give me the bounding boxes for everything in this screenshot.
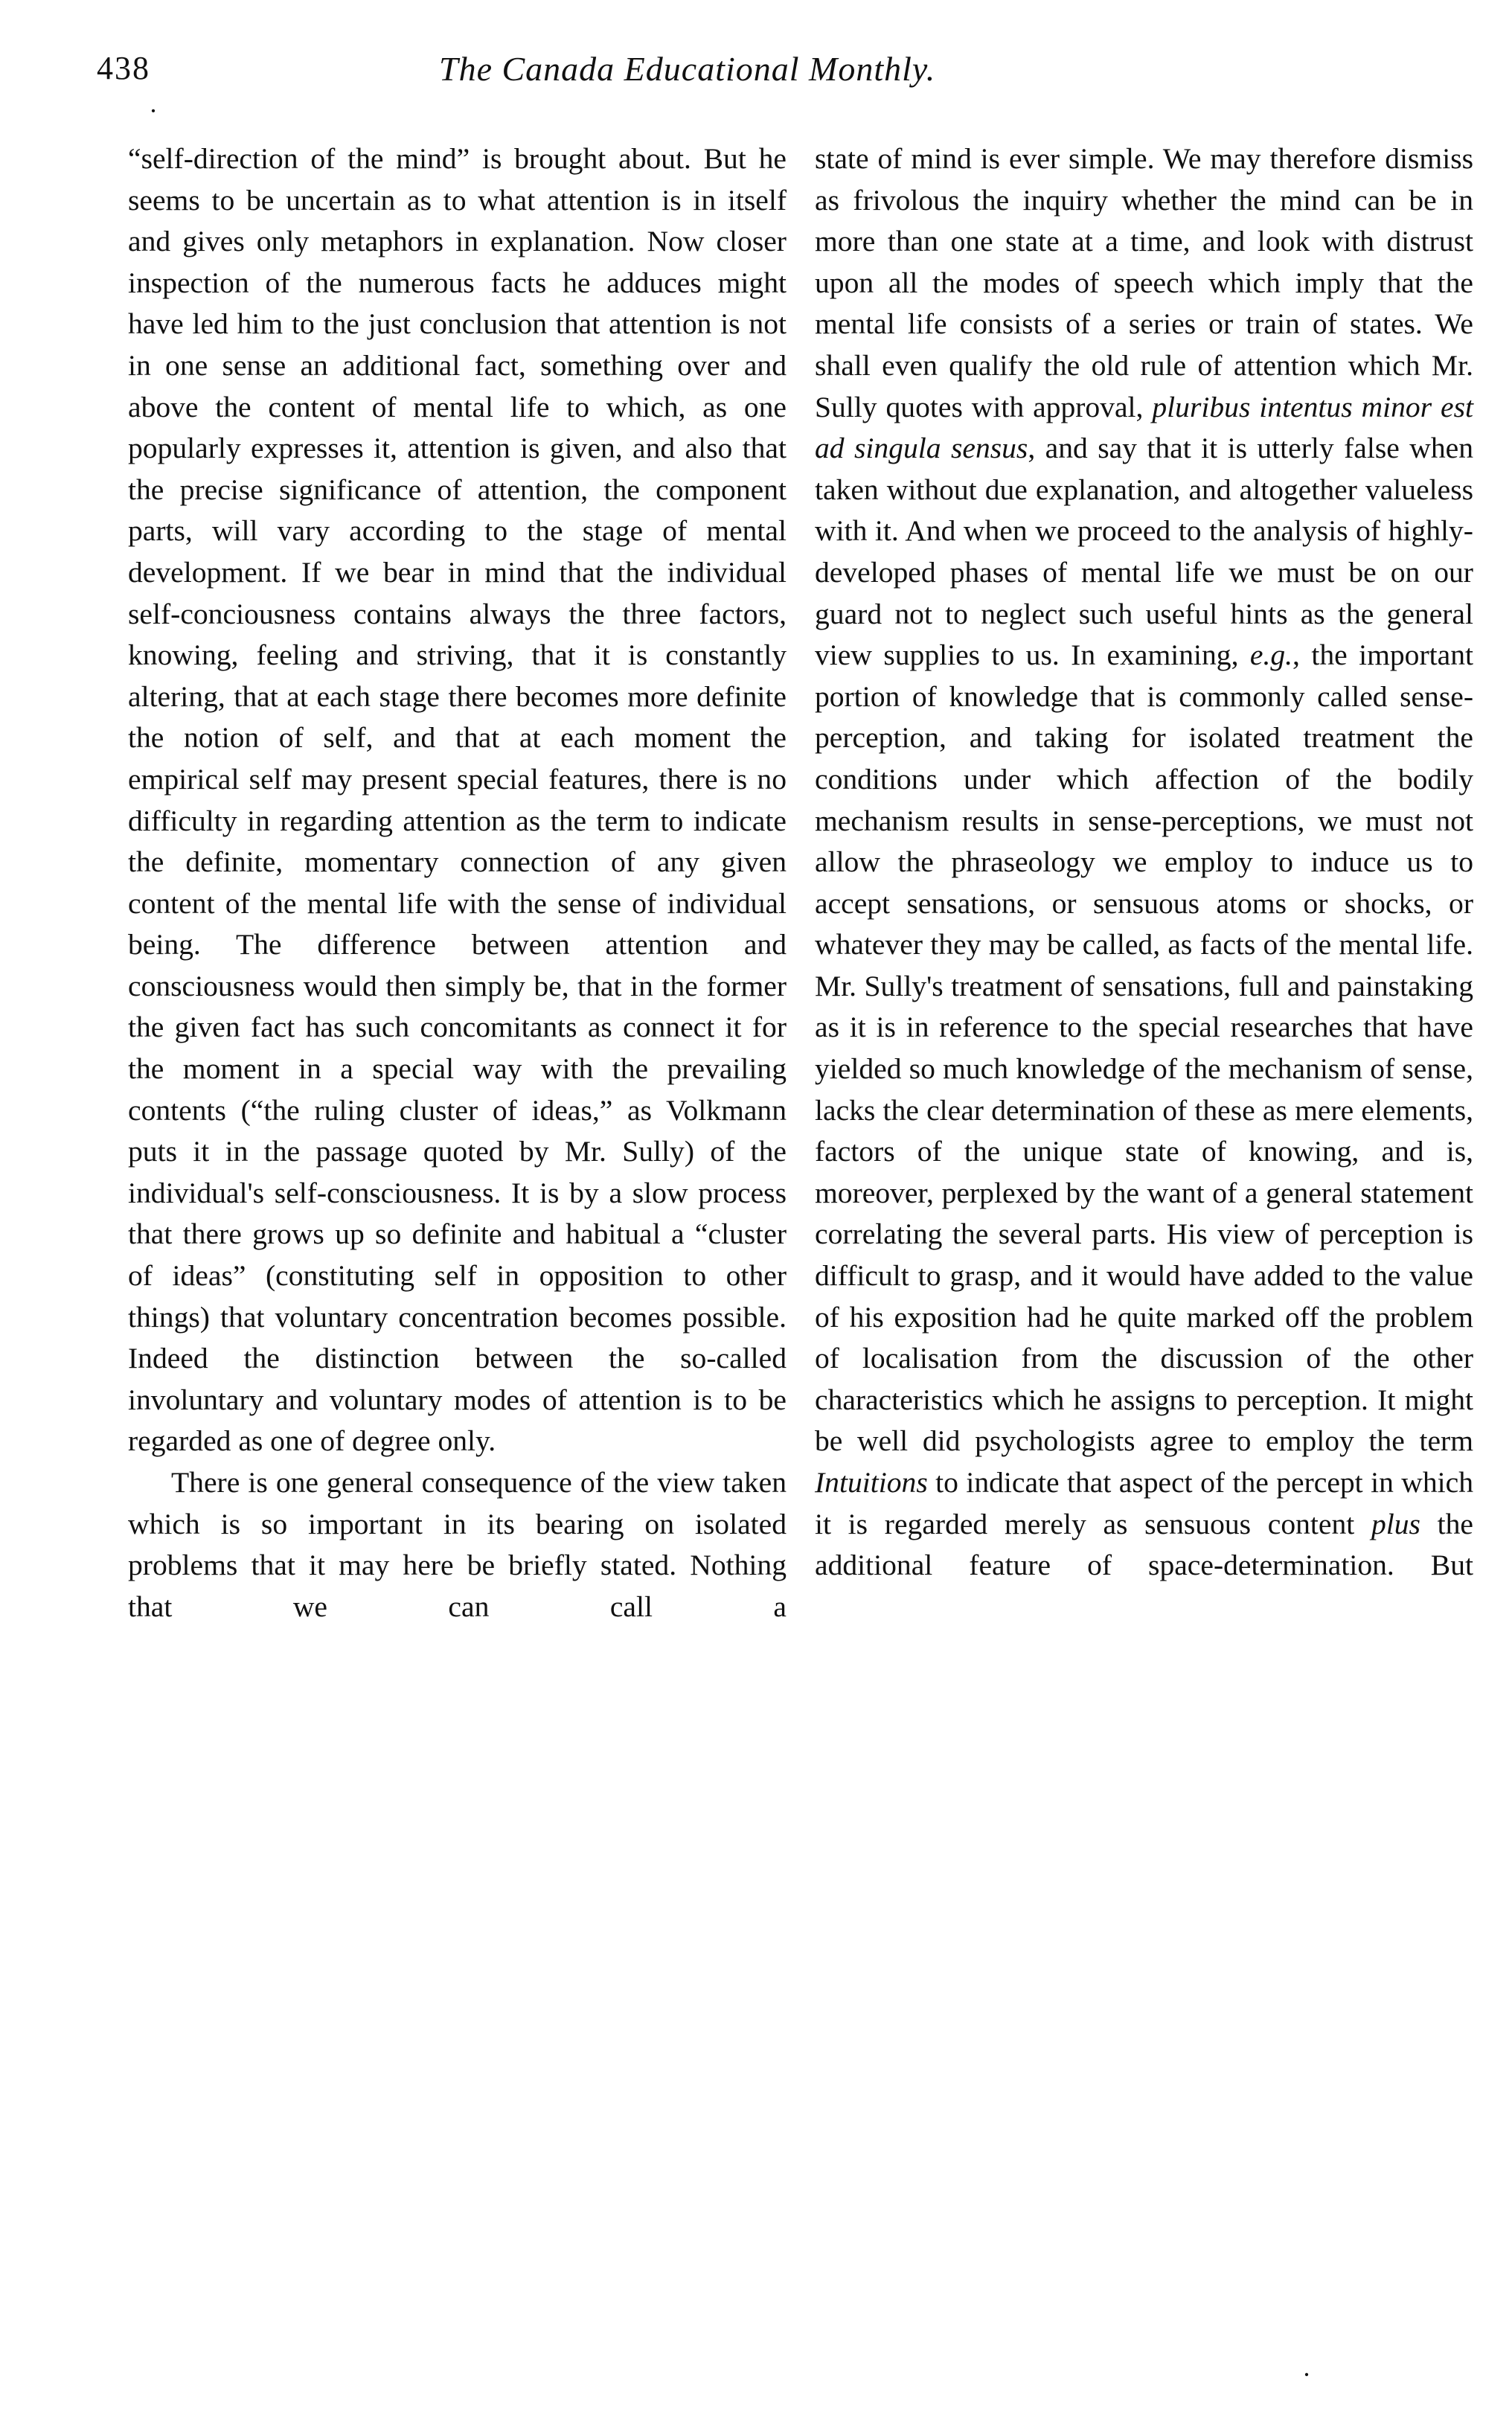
left-paragraph-2: There is one general consequence of the view taken which is so important in its bearing on isolated problems that it may here be briefly stated. Nothing that we can call a [128,1466,787,1623]
running-title: The Canada Educational Monthly. [439,50,936,88]
right-text-4: to indicate that aspect of the percept in which it is regarded merely as sensuous content [815,1466,1473,1540]
right-column [815,138,1473,1587]
page-number: 438 [97,50,150,86]
right-text-3: , the important portion of knowledge that is commonly called sense-perception, and taking for isolated treatment the conditions under which affection of the bodily mechanism results in sense-perceptions, we must not allow the phraseology we employ to induce us to accept sensations, or sensuous atoms or shocks, or whatever they may be called, as facts of the mental life. Mr. Sully's treatment of sensations, full and painstaking as it is in reference to the special researches that have yielded so much knowledge of the mechanism of sense, lacks the clear determination of these as mere elements, factors of the unique state of knowing, and is, moreover, perplexed by the want of a general statement correlating the several parts. His view of perception is difficult to grasp, and it would have added to the value of his exposition had he quite marked off the problem of localisation from the discussion of the other characteristics which he assigns to perception. It might be well did psychologists agree to employ the term [815,638,1473,1458]
eg-abbreviation: e.g. [1249,638,1293,672]
latin-quote: pluribus intentus minor est ad singula sensus [815,390,1474,465]
speck-mark: · [1302,2360,1311,2390]
plus-term: plus [1371,1507,1420,1540]
right-text-2: , and say that it is utterly false when taken without due explanation, and altogether valueless with it. And when we proceed to the analysis of highly-developed phases of mental life we must be on our guard not to neglect such useful hints as the general view supplies to us. In examining, [815,432,1473,672]
right-paragraph [815,138,1473,1587]
intuitions-term: Intuitions [815,1466,928,1499]
right-text-1: state of mind is ever simple. We may therefore dismiss as frivolous the inquiry whether the mind can be in more than one state at a time, and look with distrust upon all the modes of speech which imply that the mental life consists of a series or train of states. We shall even qualify the old rule of attention which Mr. Sully quotes with approval, [815,142,1473,423]
speck-mark: · [149,96,158,126]
right-text-5: the additional feature of space-determination. But [815,1507,1474,1582]
page-header [97,49,1436,94]
left-column [128,138,787,1627]
left-paragraph-1: “self-direction of the mind” is brought about. But he seems to be uncertain as to what attention is in itself and gives only metaphors in explanation. Now closer inspection of the numerous facts he adduces might have led him to the just conclusion that attention is not in one sense an additional fact, something over and above the content of mental life to which, as one popularly expresses it, attention is given, and also that the precise significance of attention, the component parts, will vary according to the stage of mental development. If we bear in mind that the individual self-conciousness contains always the three factors, knowing, feeling and striving, that it is constantly altering, that at each stage there becomes more definite the notion of self, and that at each moment the empirical self may present special features, there is no difficulty in regarding attention as the term to indicate the definite, momentary connection of any given content of the mental life with the sense of individual being. The difference between attention and consciousness would then simply be, that in the former the given fact has such concomitants as connect it for the moment in a special way with the prevailing contents (“the ruling cluster of ideas,” as Volkmann puts it in the passage quoted by Mr. Sully) of the individual's self-consciousness. It is by a slow process that there grows up so definite and habitual a “cluster of ideas” (constituting self in opposition to other things) that voluntary concentration becomes possible. Indeed the distinction between the so-called involuntary and voluntary modes of attention is to be regarded as one of degree only. [128,142,787,1458]
